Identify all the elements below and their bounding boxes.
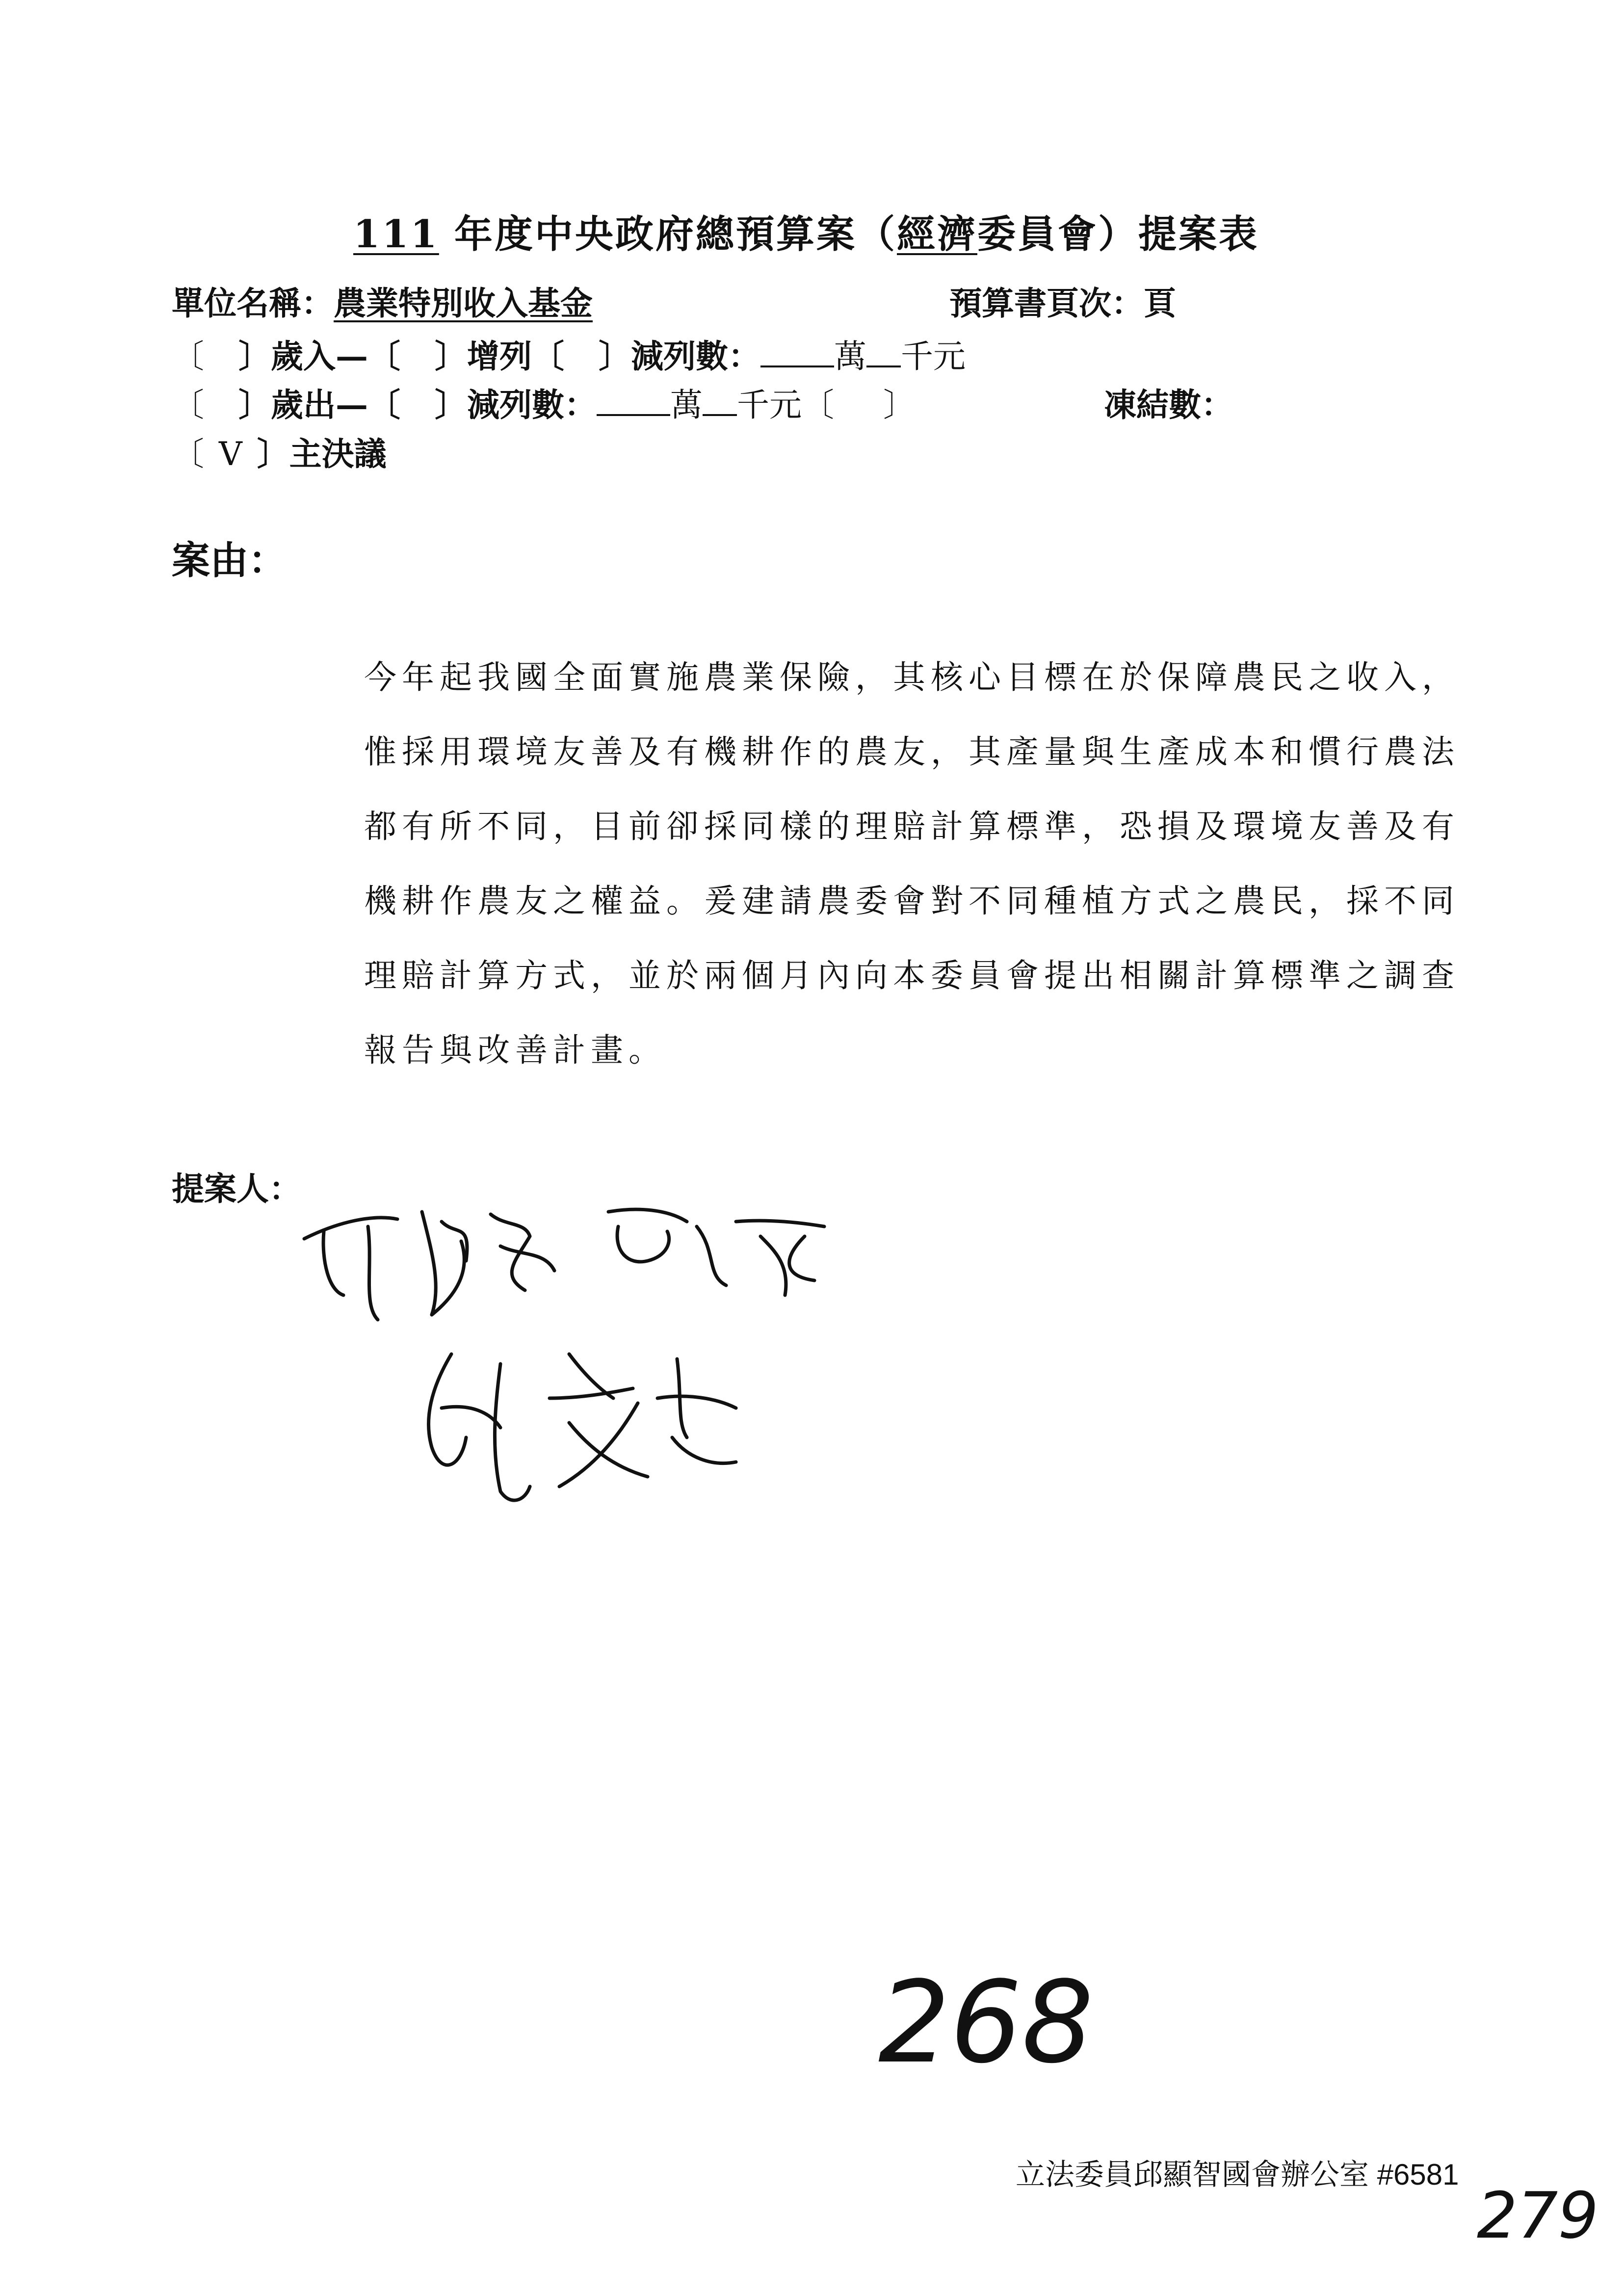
reason-label: 案由： — [172, 538, 287, 583]
expense-row — [172, 379, 916, 425]
signature-1 — [304, 1212, 554, 1320]
office-footer: 立法委員邱顯智國會辦公室 #6581 — [1016, 2158, 1459, 2191]
handwritten-page-number: 268 — [878, 1957, 1094, 2088]
expense-qian-unit: 千元〔 — [737, 386, 834, 424]
revenue-open-bracket: 〔 — [172, 338, 204, 375]
budget-page-field — [949, 277, 1176, 324]
handwritten-signatures — [294, 1192, 883, 1536]
revenue-row — [172, 330, 966, 377]
revenue-wan-unit: 萬 — [834, 338, 866, 375]
main-resolution-row — [172, 428, 387, 474]
freeze-amount-label: 凍結數： — [1104, 386, 1233, 424]
freeze-close-bracket: 〕 — [883, 386, 916, 424]
title-committee: 經濟 — [896, 212, 977, 257]
resolution-check-mark: V — [219, 435, 242, 473]
reason-line: 惟採用環境友善及有機耕作的農友，其產量與生產成本和慣行農法 — [364, 733, 1460, 771]
signature-3 — [429, 1354, 736, 1500]
revenue-wan-blank — [760, 361, 834, 367]
title-year: 111 — [353, 212, 439, 257]
reason-line: 機耕作農友之權益。爰建請農委會對不同種植方式之農民，採不同 — [364, 882, 1460, 920]
revenue-qian-unit: 千元 — [901, 338, 966, 375]
reason-line: 今年起我國全面實施農業保險，其核心目標在於保障農民之收入， — [364, 658, 1460, 696]
revenue-decrease-label: 〕減列數： — [599, 337, 760, 375]
expense-decrease-label: 〕減列數： — [435, 386, 597, 424]
reason-line: 報告與改善計畫。 — [364, 1031, 666, 1069]
reason-line: 都有所不同，目前卻採同樣的理賠計算標準，恐損及環境友善及有 — [364, 808, 1460, 845]
expense-qian-blank — [703, 409, 737, 416]
corner-page-number: 279 — [1477, 2178, 1599, 2253]
unit-value: 農業特別收入基金 — [334, 284, 593, 322]
proposer-label: 提案人： — [172, 1170, 301, 1208]
unit-row — [172, 277, 612, 324]
resolution-open-bracket: 〔 — [172, 435, 204, 473]
budget-page-label: 預算書頁次：頁 — [949, 284, 1176, 322]
expense-label: 〕歲出—〔 — [238, 386, 400, 424]
reason-body — [364, 640, 1507, 1088]
expense-wan-unit: 萬 — [670, 386, 703, 424]
unit-label: 單位名稱： — [172, 284, 334, 322]
reason-line: 理賠計算方式，並於兩個月內向本委員會提出相關計算標準之調查 — [364, 957, 1460, 994]
expense-wan-blank — [597, 409, 670, 416]
document-title — [353, 204, 1259, 259]
main-resolution-label: 〕主決議 — [257, 435, 387, 473]
expense-open-bracket: 〔 — [172, 386, 204, 424]
title-part2: 委員會）提案表 — [977, 212, 1259, 257]
increase-label: 〕增列〔 — [435, 337, 564, 375]
title-part1: 年度中央政府總預算案（ — [439, 212, 897, 257]
signature-2 — [608, 1209, 824, 1295]
revenue-qian-blank — [866, 361, 901, 367]
revenue-label: 〕歲入—〔 — [238, 337, 400, 375]
